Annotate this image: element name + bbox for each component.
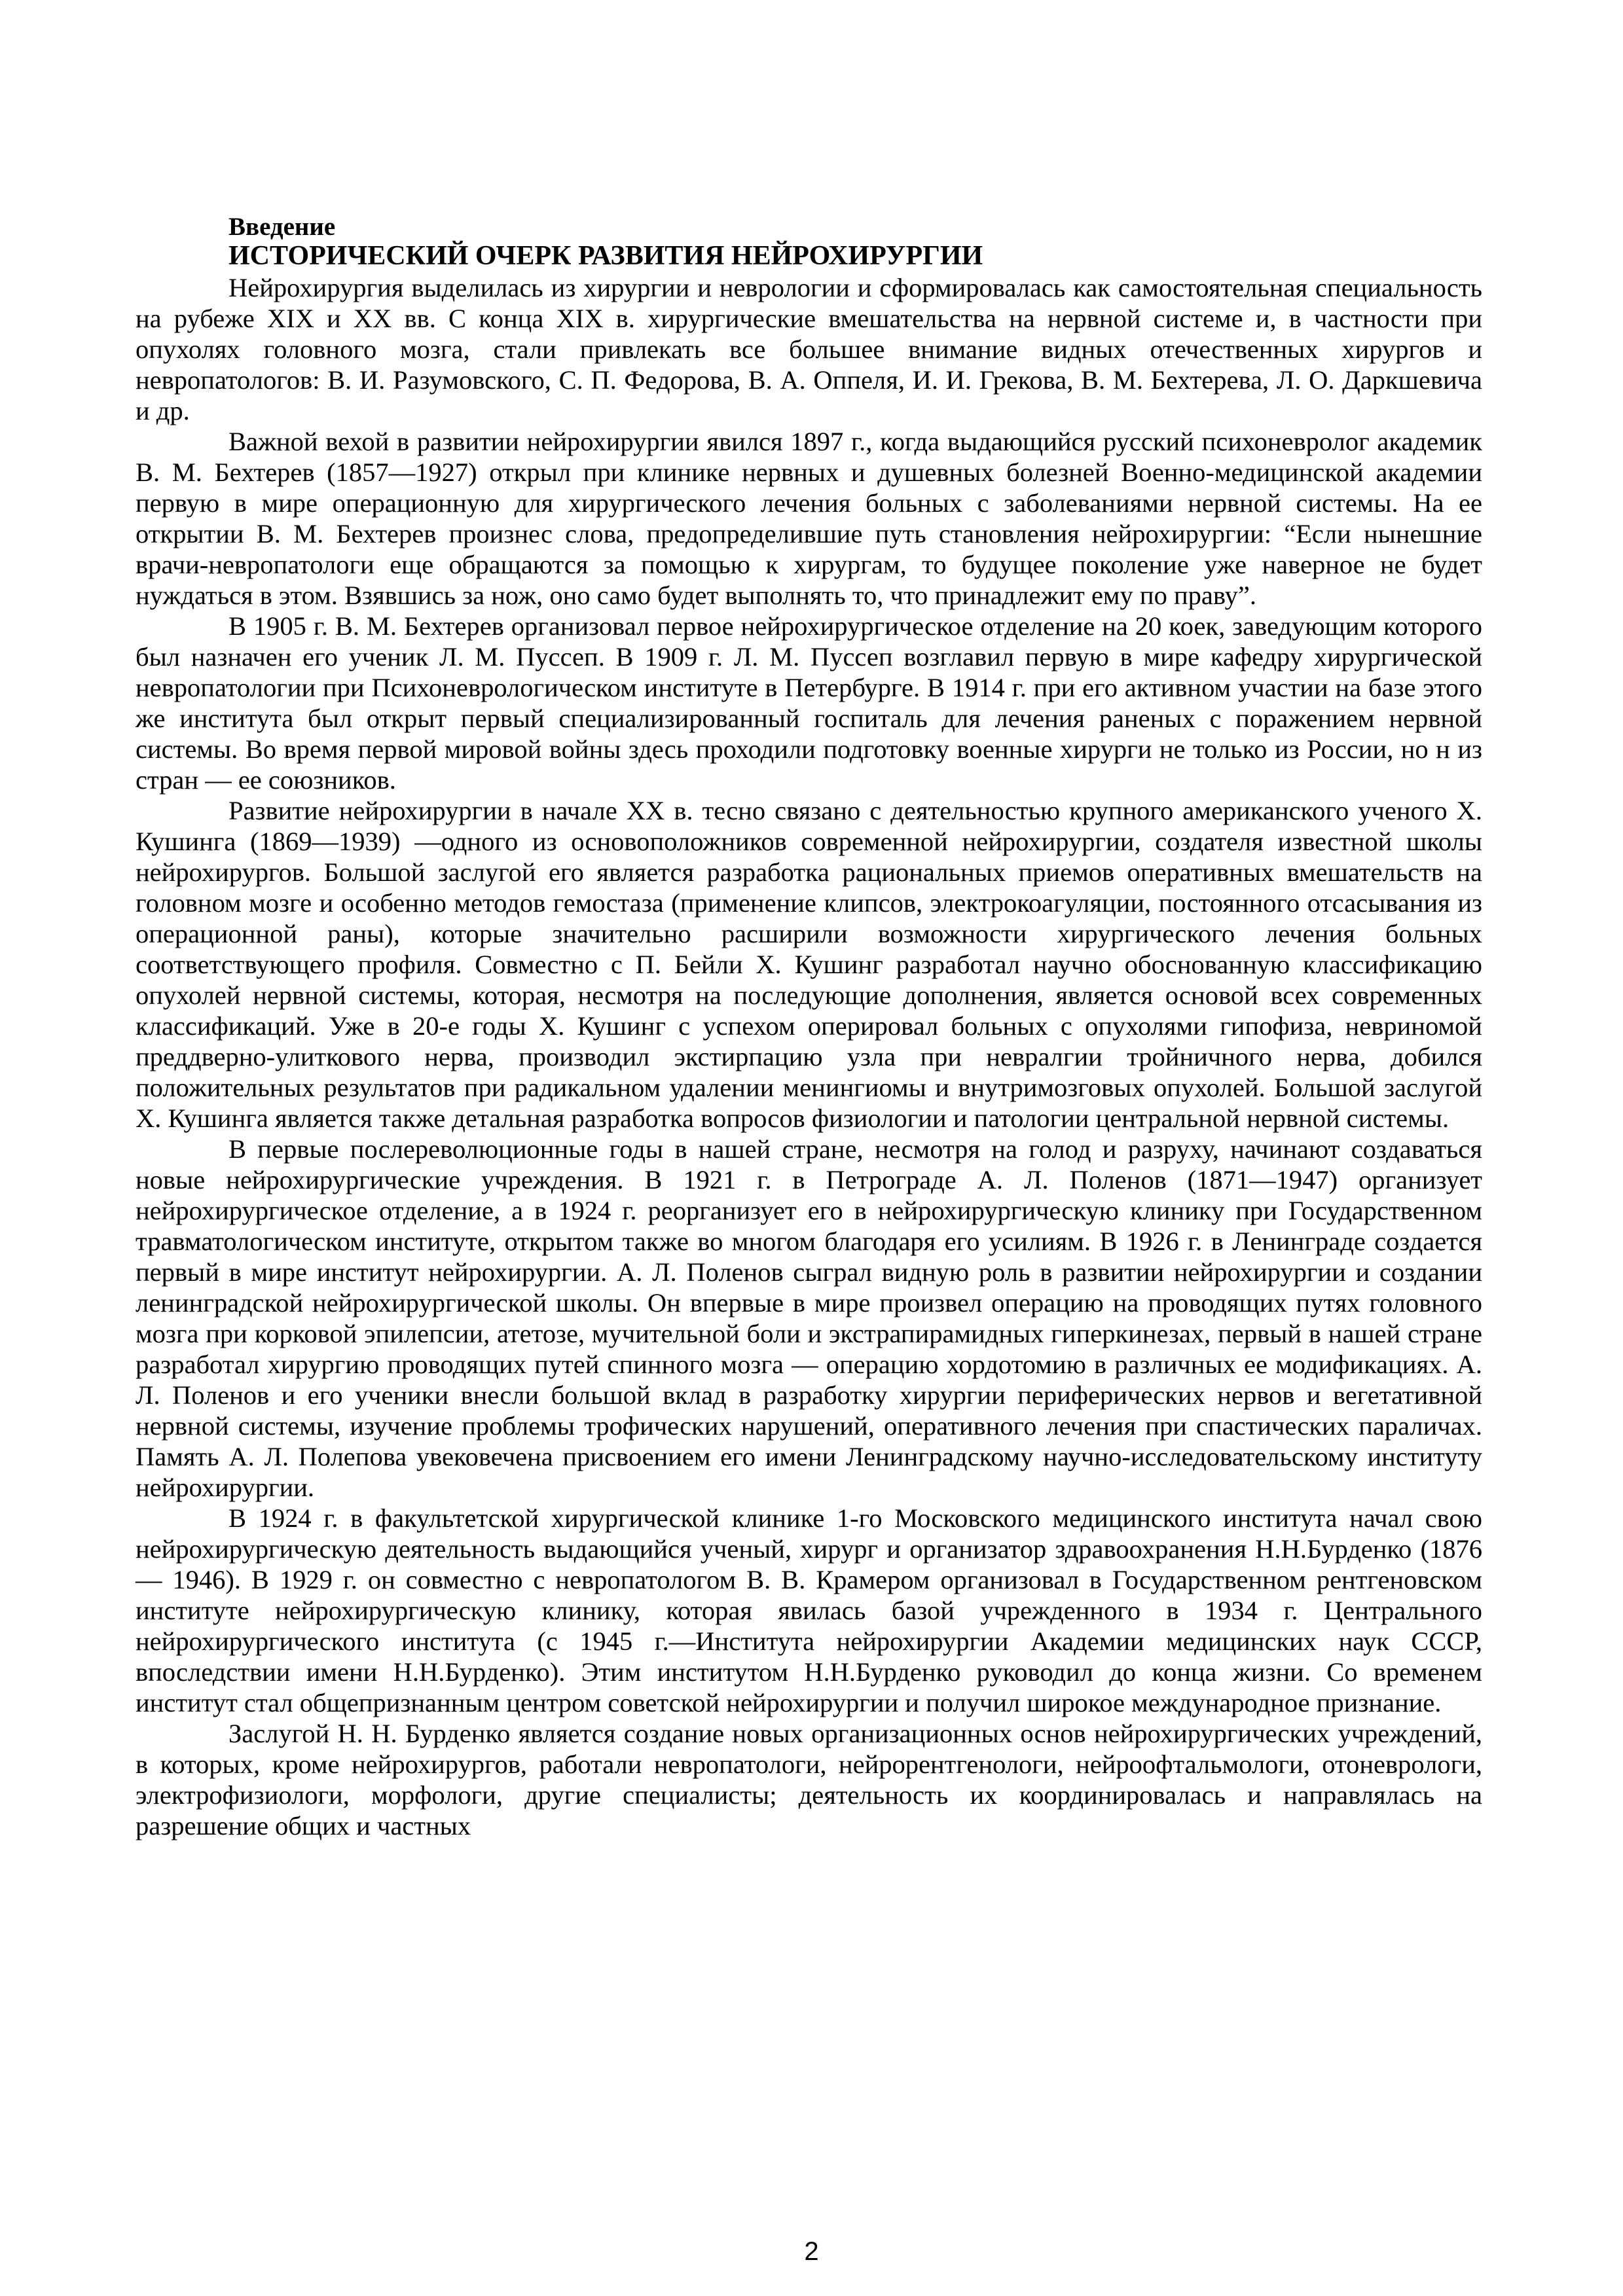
- paragraph: Заслугой Н. Н. Бурденко является создание новых организационных основ нейрохирургических учреждений, в которых, кроме нейрохирургов, работали невропатологи, нейрорентгенологи, нейроофтальмологи, отоневрологи, электрофизиологи, морфологи, другие специалисты; деятельность их координировалась и направлялась на разрешение общих и частных: [136, 1719, 1482, 1840]
- paragraph: В 1924 г. в факультетской хирургической клинике 1-го Московского медицинского института начал свою нейрохирургическую деятельность выдающийся ученый, хирург и организатор здравоохранения Н.Н.Бурденко (1876— 1946). В 1929 г. он совместно с невропатологом В. В. Крамером организовал в Государственном рентгеновском институте нейрохирургическую клинику, которая явилась базой учрежденного в 1934 г. Центрального нейрохирургического института (с 1945 г.—Института нейрохирургии Академии медицинских наук СССР, впоследствии имени Н.Н.Бурденко). Этим институтом Н.Н.Бурденко руководил до конца жизни. Со временем институт стал общепризнанным центром советской нейрохирургии и получил широкое международное признание.: [136, 1503, 1482, 1717]
- document-page: [136, 213, 1482, 1841]
- paragraph: Важной вехой в развитии нейрохирургии явился 1897 г., когда выдающийся русский психоневролог академик В. М. Бехтерев (1857—1927) открыл при клинике нервных и душевных болезней Военно-медицинской академии первую в мире операционную для хирургического лечения больных с заболеваниями нервной системы. На ее открытии В. М. Бехтерев произнес слова, предопределившие путь становления нейрохирургии: “Если нынешние врачи-невропатологи еще обращаются за помощью к хирургам, то будущее поколение уже наверное не будет нуждаться в этом. Взявшись за нож, оно само будет выполнять то, что принадлежит ему по праву”.: [136, 427, 1482, 610]
- paragraph: В 1905 г. В. М. Бехтерев организовал первое нейрохирургическое отделение на 20 коек, заведующим которого был назначен его ученик Л. М. Пуссеп. В 1909 г. Л. М. Пуссеп возглавил первую в мире кафедру хирургической невропатологии при Психоневрологическом институте в Петербурге. В 1914 г. при его активном участии на базе этого же института был открыт первый специализированный госпиталь для лечения раненых с поражением нервной системы. Во время первой мировой войны здесь проходили подготовку военные хирурги не только из России, но н из стран — ее союзников.: [136, 611, 1482, 795]
- section-label: Введение: [228, 213, 336, 241]
- paragraph: Нейрохирургия выделилась из хирургии и неврологии и сформировалась как самостоятельная специальность на рубеже XIX и XX вв. С конца XIX в. хирургические вмешательства на нервной системе и, в частности при опухолях головного мозга, стали привлекать все большее внимание видных отечественных хирургов и невропатологов: В. И. Разумовского, С. П. Федорова, В. А. Оппеля, И. И. Грекова, В. М. Бехтерева, Л. О. Даркшевича и др.: [136, 273, 1482, 425]
- page-number: 2: [804, 2237, 819, 2266]
- paragraph: В первые послереволюционные годы в нашей стране, несмотря на голод и разруху, начинают создаваться новые нейрохирургические учреждения. В 1921 г. в Петрограде А. Л. Поленов (1871—1947) организует нейрохирургическое отделение, а в 1924 г. реорганизует его в нейрохирургическую клинику при Государственном травматологическом институте, открытом также во многом благодаря его усилиям. В 1926 г. в Ленинграде создается первый в мире институт нейрохирургии. А. Л. Поленов сыграл видную роль в развитии нейрохирургии и создании ленинградской нейрохирургической школы. Он впервые в мире произвел операцию на проводящих путях головного мозга при корковой эпилепсии, атетозе, мучительной боли и экстрапирамидных гиперкинезах, первый в нашей стране разработал хирургию проводящих путей спинного мозга — операцию хордотомию в различных ее модификациях. А. Л. Поленов и его ученики внесли большой вклад в разработку хирургии периферических нервов и вегетативной нервной системы, изучение проблемы трофических нарушений, оперативного лечения при спастических параличах. Память А. Л. Полепова увековечена присвоением его имени Ленинградскому научно-исследовательскому институту нейрохирургии.: [136, 1134, 1482, 1502]
- paragraph: Развитие нейрохирургии в начале XX в. тесно связано с деятельностью крупного американского ученого X. Кушинга (1869—1939) —одного из основоположников современной нейрохирургии, создателя известной школы нейрохирургов. Большой заслугой его является разработка рациональных приемов оперативных вмешательств на головном мозге и особенно методов гемостаза (применение клипсов, электрокоагуляции, постоянного отсасывания из операционной раны), которые значительно расширили возможности хирургического лечения больных соответствующего профиля. Совместно с П. Бейли X. Кушинг разработал научно обоснованную классификацию опухолей нервной системы, которая, несмотря на последующие дополнения, является основой всех современных классификаций. Уже в 20-е годы X. Кушинг с успехом оперировал больных с опухолями гипофиза, невриномой преддверно-улиткового нерва, производил экстирпацию узла при невралгии тройничного нерва, добился положительных результатов при радикальном удалении менингиомы и внутримозговых опухолей. Большой заслугой X. Кушинга является также детальная разработка вопросов физиологии и патологии центральной нервной системы.: [136, 796, 1482, 1133]
- section-title: ИСТОРИЧЕСКИЙ ОЧЕРК РАЗВИТИЯ НЕЙРОХИРУРГИИ: [228, 241, 983, 271]
